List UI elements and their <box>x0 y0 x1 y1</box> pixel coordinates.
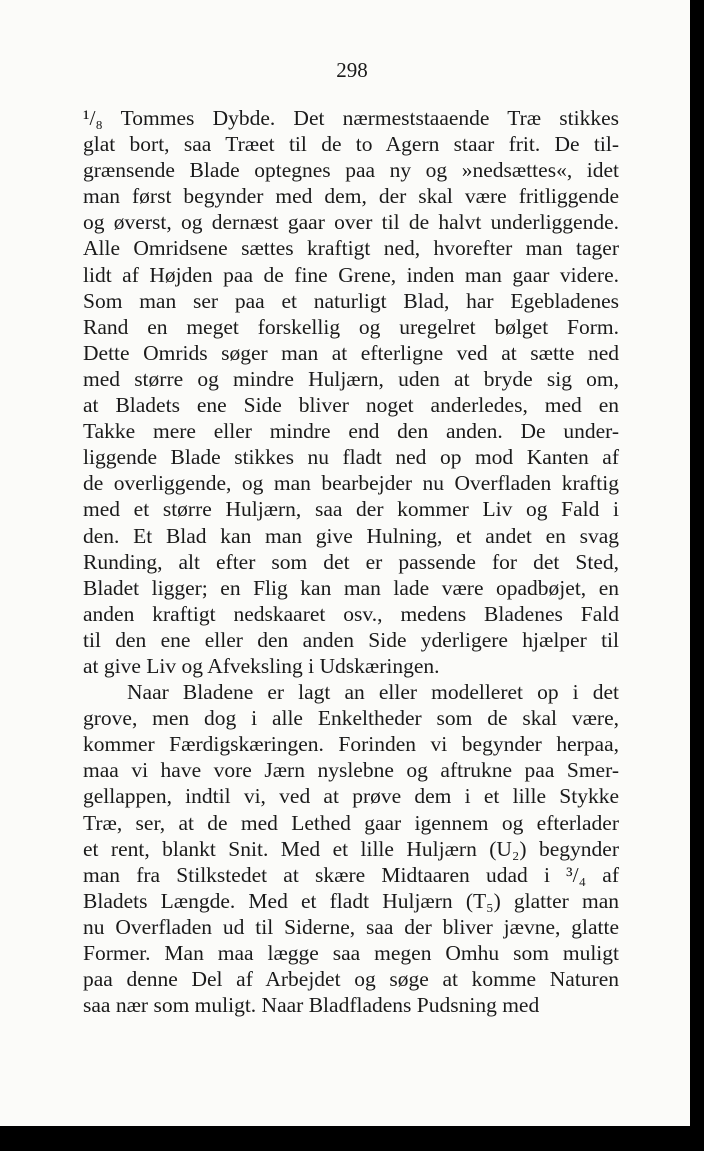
text-line: Bladet ligger; en Flig kan man lade være opadbøjet, en <box>83 575 619 600</box>
text-line: anden kraftigt nedskaaret osv., medens Bladenes Fald <box>83 601 619 626</box>
body-text <box>83 105 619 1018</box>
text-line: til den ene eller den anden Side yderligere hjælper til <box>83 627 619 652</box>
text-line: Takke mere eller mindre end den anden. De under- <box>83 419 619 444</box>
text-line: kommer Færdigskæringen. Forinden vi begynder herpaa, <box>83 732 619 757</box>
text-line: gellappen, indtil vi, ved at prøve dem i et lille Stykke <box>83 784 619 809</box>
paragraph-1 <box>83 105 619 679</box>
text-line: maa vi have vore Jærn nyslebne og aftrukne paa Smer- <box>83 758 619 783</box>
text-line: lidt af Højden paa de fine Grene, inden man gaar videre. <box>83 262 619 287</box>
text-line: paa denne Del af Arbejdet og søge at komme Naturen <box>83 967 619 992</box>
text-line: saa nær som muligt. Naar Bladfladens Pudsning med <box>83 993 540 1018</box>
paragraph-2 <box>83 679 619 1018</box>
scan-border-right <box>690 0 704 1151</box>
text-line: de overliggende, og man bearbejder nu Overfladen kraftig <box>83 471 619 496</box>
text-line: ¹/₈ Tommes Dybde. Det nærmeststaaende Træ stikkes <box>83 106 619 130</box>
text-line: at Bladets ene Side bliver noget anderledes, med en <box>83 393 619 418</box>
text-line: at give Liv og Afveksling i Udskæringen. <box>83 653 440 678</box>
text-line: Dette Omrids søger man at efterligne ved at sætte ned <box>83 340 619 365</box>
text-line: Naar Bladene er lagt an eller modelleret op i det <box>127 680 619 705</box>
text-line: nu Overfladen ud til Siderne, saa der bliver jævne, glatte <box>83 914 619 939</box>
text-line: Som man ser paa et naturligt Blad, har Egebladenes <box>83 288 619 313</box>
text-line: Alle Omridsene sættes kraftigt ned, hvorefter man tager <box>83 236 619 261</box>
text-line: man først begynder med dem, der skal være fritliggende <box>83 184 619 209</box>
text-line: man fra Stilkstedet at skære Midtaaren udad i ³/₄ af <box>83 862 619 887</box>
text-line: Runding, alt efter som det er passende for det Sted, <box>83 549 619 574</box>
text-line: glat bort, saa Træet til de to Agern staar frit. De til- <box>83 132 619 157</box>
text-line: liggende Blade stikkes nu fladt ned op mod Kanten af <box>83 445 619 470</box>
text-line: Former. Man maa lægge saa megen Omhu som muligt <box>83 941 619 965</box>
scan-border-bottom <box>0 1126 704 1151</box>
text-line: og øverst, og dernæst gaar over til de halvt underliggende. <box>83 210 619 235</box>
page-number: 298 <box>336 58 368 82</box>
text-line: Træ, ser, at de med Lethed gaar igennem og efterlader <box>83 810 619 835</box>
text-line: grove, men dog i alle Enkeltheder som de skal være, <box>83 706 619 731</box>
text-line: Bladets Længde. Med et fladt Huljærn (T₅) glatter man <box>83 888 619 913</box>
text-line: med et større Huljærn, saa der kommer Liv og Fald i <box>83 497 619 522</box>
text-line: grænsende Blade optegnes paa ny og »nedsættes«, idet <box>83 158 619 183</box>
text-line: den. Et Blad kan man give Hulning, et andet en svag <box>83 523 619 548</box>
text-line: et rent, blankt Snit. Med et lille Huljærn (U₂) begynder <box>83 836 619 861</box>
text-line: med større og mindre Huljærn, uden at bryde sig om, <box>83 366 619 391</box>
text-line: Rand en meget forskellig og uregelret bølget Form. <box>83 314 619 339</box>
